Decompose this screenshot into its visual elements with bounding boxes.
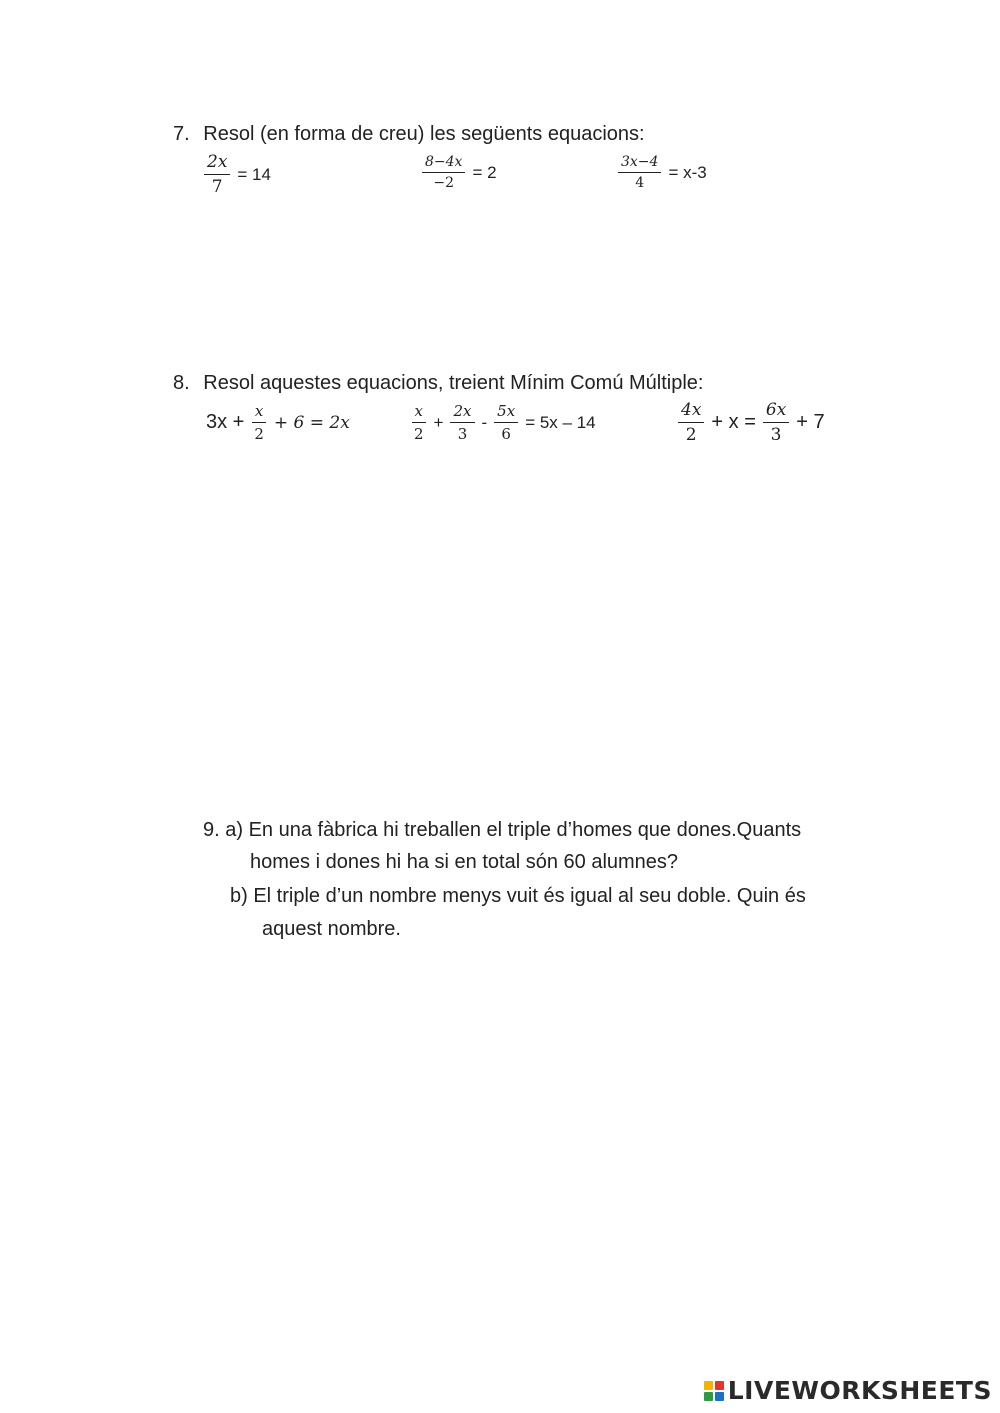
numerator: 5x <box>494 402 518 423</box>
question-7-text: Resol (en forma de creu) les següents equacions: <box>203 123 645 145</box>
equation-rest: = 5x – 14 <box>525 412 596 432</box>
operator: + <box>433 412 444 432</box>
question-9a-line-1: 9. a) En una fàbrica hi treballen el triple d’homes que dones.Quants <box>203 819 802 841</box>
fraction <box>204 152 230 197</box>
denominator: 6 <box>501 425 511 443</box>
q7-equation-1 <box>200 152 274 197</box>
q7-equation-3 <box>614 154 710 191</box>
q8-equation-3 <box>674 400 828 445</box>
fraction <box>618 154 661 191</box>
numerator: 3x−4 <box>618 154 661 173</box>
fraction <box>763 400 789 445</box>
fraction <box>411 402 427 443</box>
denominator: 2 <box>414 425 424 443</box>
logo-square <box>704 1381 713 1390</box>
fraction <box>251 402 267 443</box>
fraction <box>494 402 518 443</box>
q8-equation-1 <box>203 402 353 443</box>
logo-text: LIVEWORKSHEETS <box>727 1376 992 1405</box>
question-8-text: Resol aquestes equacions, treient Mínim Comú Múltiple: <box>203 372 704 394</box>
q8-equation-2 <box>407 402 599 443</box>
equation-rest: = 2 <box>472 162 497 182</box>
equation-rest: = 14 <box>237 164 271 184</box>
question-7-number: 7. <box>173 123 190 145</box>
denominator: 3 <box>457 425 468 443</box>
denominator: −2 <box>433 175 455 191</box>
equation-rest: + 7 <box>796 411 825 433</box>
question-8-title <box>173 371 703 395</box>
question-9b-line-1: b) El triple d’un nombre menys vuit és igual al seu doble. Quin és <box>230 885 806 907</box>
denominator: 2 <box>254 425 264 443</box>
fraction <box>422 154 465 191</box>
numerator: x <box>252 402 266 423</box>
denominator: 4 <box>635 175 645 191</box>
numerator: 2x <box>450 402 474 423</box>
liveworksheets-logo <box>704 1376 992 1405</box>
equation-rest: = x-3 <box>668 162 707 182</box>
question-7-title <box>173 122 645 146</box>
equation-middle: + x = <box>711 411 756 433</box>
operator: - <box>481 412 488 432</box>
logo-square <box>715 1381 724 1390</box>
fraction <box>450 402 474 443</box>
logo-grid-icon <box>704 1381 724 1401</box>
question-9a-line-2: homes i dones hi ha si en total són 60 alumnes? <box>250 851 679 873</box>
numerator: 6x <box>763 400 789 423</box>
q7-equation-2 <box>418 154 500 191</box>
logo-square <box>704 1392 713 1401</box>
denominator: 2 <box>685 425 697 445</box>
question-8-number: 8. <box>173 372 190 394</box>
denominator: 3 <box>770 425 782 445</box>
numerator: x <box>412 402 426 423</box>
fraction <box>678 400 704 445</box>
logo-square <box>715 1392 724 1401</box>
numerator: 4x <box>678 400 704 423</box>
equation-rest: + 6 = 2x <box>273 412 350 433</box>
equation-prefix: 3x + <box>206 411 245 433</box>
numerator: 8−4x <box>422 154 465 173</box>
question-9b-line-2: aquest nombre. <box>262 918 401 940</box>
denominator: 7 <box>211 177 223 197</box>
numerator: 2x <box>204 152 230 175</box>
